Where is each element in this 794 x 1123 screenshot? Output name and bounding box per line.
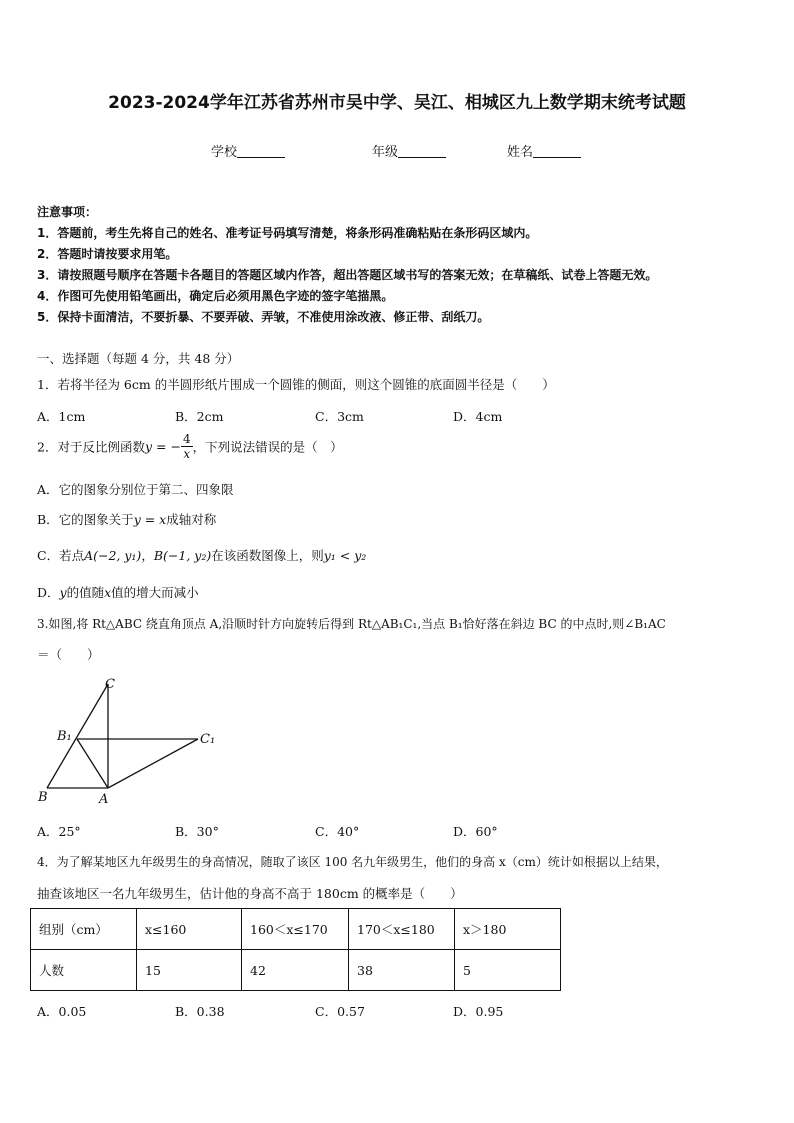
note-item: 4．作图可先使用铅笔画出，确定后必须用黑色字迹的签字笔描黑。: [37, 289, 394, 303]
question-4: 4．为了解某地区九年级男生的身高情况，随取了该区 100 名九年级男生，他们的身高 x（cm）统计如根据以上结果，: [37, 855, 668, 869]
name-field: [507, 141, 581, 160]
q1-option-c: C．3cm: [315, 409, 364, 424]
q2-optd-mid: 的值随: [66, 585, 105, 600]
segment-ac1: [108, 739, 198, 788]
segment-ab1: [77, 739, 108, 788]
question-1: 1．若将半径为 6cm 的半圆形纸片围成一个圆锥的侧面，则这个圆锥的底面圆半径是（ ）: [37, 377, 555, 392]
school-field: [211, 141, 285, 160]
q2-optc-pre: C．若点: [37, 548, 85, 563]
question-2: [37, 432, 343, 461]
q2-option-a: A．它的图象分别位于第二、四象限: [37, 482, 234, 497]
q2-frac-den: x: [183, 447, 191, 461]
q4-option-b: B．0.38: [175, 1004, 225, 1019]
table-cell: 人数: [31, 950, 137, 991]
q2-optd-post: 值的增大而减小: [111, 585, 199, 600]
q2-optd-x: x: [104, 585, 112, 600]
height-table: [30, 908, 561, 991]
label-b: B: [38, 790, 48, 805]
q3-option-c: C．40°: [315, 824, 360, 839]
q2-optb-pre: B．它的图象关于: [37, 512, 134, 527]
label-c1: C₁: [200, 732, 216, 747]
q2-optb-math: y = x: [133, 512, 167, 527]
table-header-row: [31, 909, 561, 950]
q2-optc-mid: 在该函数图像上，则: [211, 548, 324, 563]
name-label: 姓名: [507, 145, 534, 160]
q2-option-d: [37, 583, 199, 601]
q4-option-c: C．0.57: [315, 1004, 365, 1019]
grade-blank: [398, 145, 446, 158]
note-item: 3．请按照题号顺序在答题卡各题目的答题区域内作答，超出答题区域书写的答案无效；在草稿纸、试卷上答题无效。: [37, 268, 658, 282]
table-cell: x＞180: [455, 909, 561, 950]
table-cell: 170＜x≤180: [349, 909, 455, 950]
table-cell: x≤160: [137, 909, 242, 950]
q2-optd-pre: D．: [37, 585, 60, 600]
school-label: 学校: [211, 145, 238, 160]
q2-optc-sep: ，: [141, 548, 154, 563]
question-3-line2: ＝（ ）: [37, 647, 100, 662]
q2-option-b: [37, 510, 216, 528]
question-4-line2: 抽查该地区一名九年级男生，估计他的身高不高于 180cm 的概率是（ ）: [37, 886, 463, 901]
table-cell: 组别（cm）: [31, 909, 137, 950]
q1-option-b: B．2cm: [175, 409, 224, 424]
table-row: [31, 950, 561, 991]
table-cell: 42: [242, 950, 349, 991]
q2-frac-num: 4: [182, 432, 191, 446]
q2-function: y = −: [144, 439, 181, 454]
q3-option-d: D．60°: [453, 824, 498, 839]
table-cell: 15: [137, 950, 242, 991]
q2-optc-p2: B(−1, y₂): [153, 548, 212, 563]
q1-option-a: A．1cm: [37, 409, 86, 424]
label-b1: B₁: [57, 729, 72, 744]
q2-optd-y: y: [59, 585, 67, 600]
q2-prefix: 2．对于反比例函数: [37, 439, 145, 455]
label-c: C: [105, 677, 115, 692]
question-3: 3.如图,将 Rt△ABC 绕直角顶点 A,沿顺时针方向旋转后得到 Rt△AB₁C₁,当点 B₁恰好落在斜边 BC 的中点时,则∠B₁AC: [37, 617, 666, 631]
triangle-figure: [30, 672, 230, 812]
table-cell: 5: [455, 950, 561, 991]
q3-option-a: A．25°: [37, 824, 81, 839]
q2-fraction: [181, 432, 193, 461]
school-blank: [237, 145, 285, 158]
label-a: A: [99, 792, 109, 807]
q1-option-d: D．4cm: [453, 409, 503, 424]
q2-option-c: [37, 546, 366, 564]
q2-suffix: ，下列说法错误的是（ ）: [192, 439, 343, 455]
page-title: 2023-2024学年江苏省苏州市吴中学、吴江、相城区九上数学期末统考试题: [108, 93, 686, 113]
q4-option-d: D．0.95: [453, 1004, 504, 1019]
grade-label: 年级: [372, 145, 399, 160]
q2-optc-p1: A(−2, y₁): [84, 548, 142, 563]
note-item: 1．答题前，考生先将自己的姓名、准考证号码填写清楚，将条形码准确粘贴在条形码区域内。: [37, 226, 538, 240]
q4-option-a: A．0.05: [37, 1004, 87, 1019]
note-item: 5．保持卡面清洁，不要折暴、不要弄破、弄皱，不准使用涂改液、修正带、刮纸刀。: [37, 310, 490, 324]
name-blank: [533, 145, 581, 158]
q2-optb-post: 成轴对称: [166, 512, 217, 527]
note-item: 2．答题时请按要求用笔。: [37, 247, 178, 261]
q3-option-b: B．30°: [175, 824, 219, 839]
grade-field: [372, 141, 446, 160]
q2-optc-ineq: y₁ < y₂: [323, 548, 367, 563]
section-heading: 一、选择题（每题 4 分，共 48 分）: [37, 351, 240, 366]
notes-heading: 注意事项：: [37, 205, 98, 219]
table-cell: 38: [349, 950, 455, 991]
table-cell: 160＜x≤170: [242, 909, 349, 950]
